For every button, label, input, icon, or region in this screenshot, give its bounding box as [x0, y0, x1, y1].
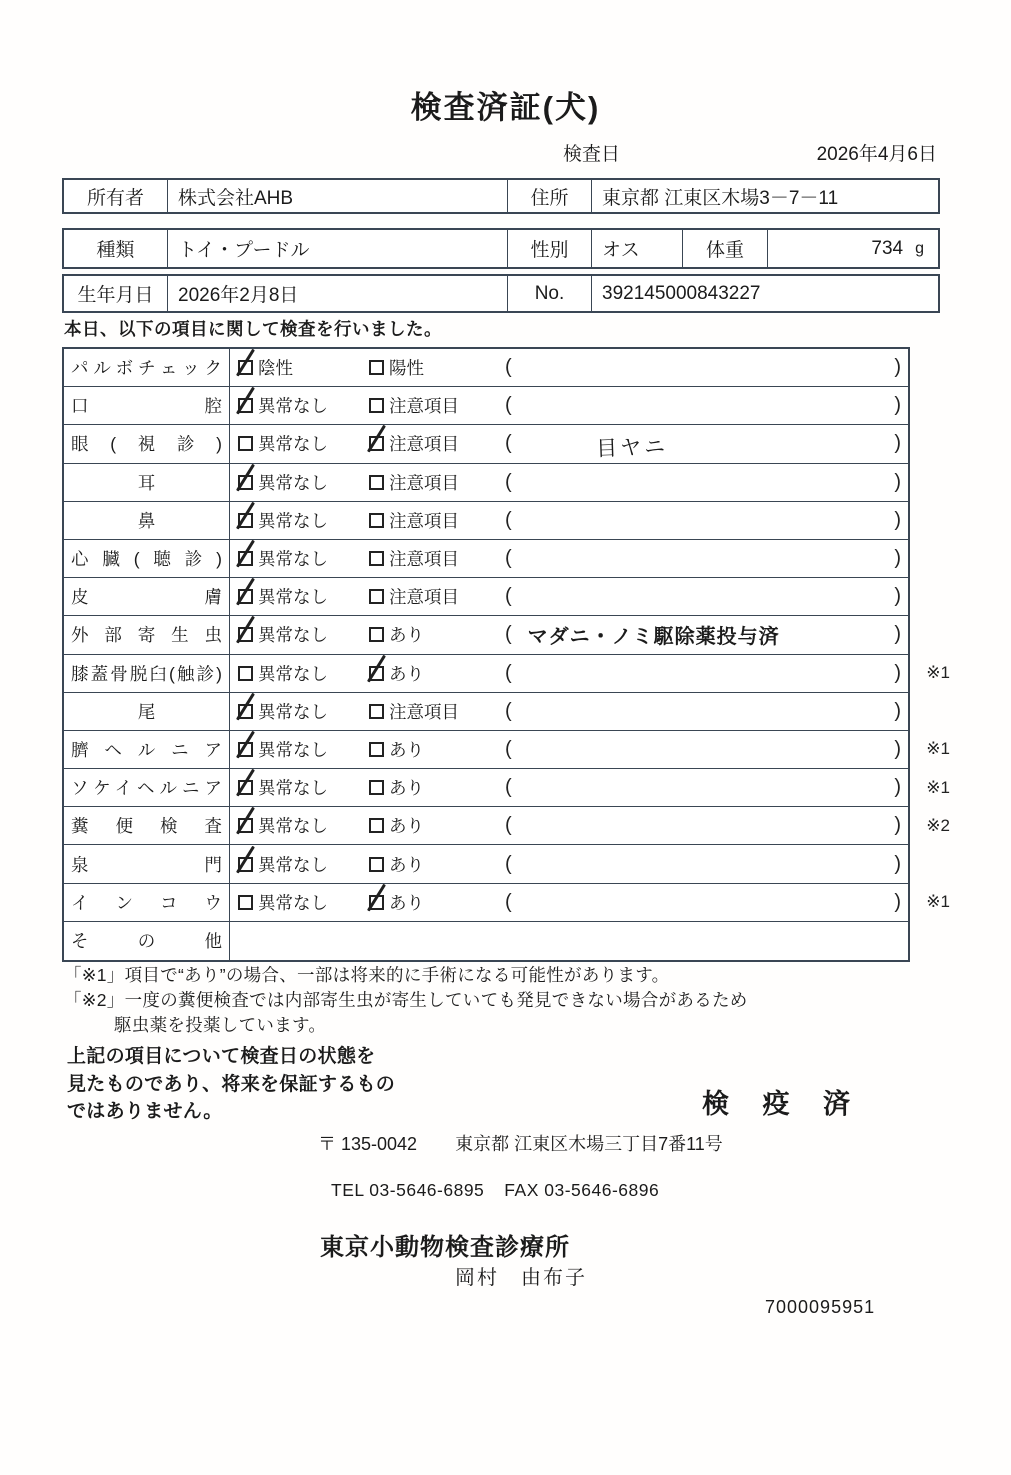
checklist-item-label-cell	[64, 616, 230, 653]
disclaimer-line-1: 上記の項目について検査日の状態を	[67, 1046, 376, 1067]
checklist-item-content	[230, 845, 908, 882]
open-paren: (	[505, 585, 512, 608]
checklist-item-content	[230, 655, 908, 692]
checklist-option	[238, 813, 369, 838]
checked-checkbox	[238, 780, 253, 795]
option-label: 陽性	[389, 358, 424, 379]
checklist-option	[369, 470, 505, 495]
breed-value: トイ・プードル	[167, 230, 507, 267]
checklist-item-label: その他	[71, 931, 222, 952]
checklist-item-content	[230, 693, 908, 730]
checked-checkbox	[238, 742, 253, 757]
checklist-option	[369, 355, 505, 380]
owner-label: 所有者	[86, 187, 144, 209]
checklist-row	[64, 807, 950, 845]
option-label: あり	[389, 778, 424, 799]
checklist-row	[64, 922, 908, 960]
unchecked-checkbox	[369, 818, 384, 833]
checklist-option	[369, 622, 505, 647]
checklist-row	[64, 387, 908, 425]
examiner-name: 岡村 由布子	[455, 1267, 587, 1289]
option-label: 異常なし	[258, 854, 328, 875]
weight-value: 734	[871, 237, 904, 259]
checklist-row	[64, 540, 908, 578]
open-paren: (	[505, 394, 512, 417]
checked-checkbox	[238, 360, 253, 375]
page-title: 検査済証(犬)	[410, 90, 601, 125]
checklist-option	[238, 661, 369, 686]
open-paren: (	[505, 623, 512, 646]
exam-date-value: 2026年4月6日	[816, 144, 937, 165]
open-paren: (	[505, 699, 512, 722]
checklist-item-label: 心臓(聴診)	[71, 549, 222, 570]
checklist-item-content	[230, 464, 908, 501]
checklist-item-label: 皮膚	[71, 587, 222, 608]
checklist-item-label: 口腔	[71, 396, 222, 417]
checklist-option	[238, 393, 369, 418]
footnote-1: 「※1」項目で“あり”の場合、一部は将来的に手術になる可能性があります。	[64, 965, 670, 985]
checked-checkbox	[238, 475, 253, 490]
checklist-row	[64, 616, 908, 654]
checked-checkbox	[238, 551, 253, 566]
checked-checkbox	[238, 513, 253, 528]
close-paren: )	[894, 547, 901, 570]
checklist-option	[238, 508, 369, 533]
unchecked-checkbox	[369, 704, 384, 719]
checklist-option	[369, 890, 505, 915]
checklist-item-content	[230, 349, 908, 386]
checklist-item-label: パルボチェック	[71, 358, 222, 379]
exam-date-row	[563, 139, 937, 166]
owner-value: 株式会社AHB	[167, 180, 507, 212]
checklist-option	[238, 737, 369, 762]
serial-number: 7000095951	[765, 1297, 876, 1317]
checklist-row	[64, 845, 908, 883]
close-paren: )	[894, 776, 901, 799]
checklist-item-label-cell	[64, 884, 230, 921]
check-mark	[236, 731, 255, 759]
checklist-row	[64, 502, 908, 540]
close-paren: )	[894, 585, 901, 608]
checklist-row	[64, 655, 950, 693]
checklist-option	[238, 584, 369, 609]
checklist-item-label: 膝蓋骨脱臼(触診)	[71, 663, 222, 684]
option-label: 注意項目	[389, 587, 459, 608]
option-label: 注意項目	[389, 472, 459, 493]
checklist-item-content	[230, 807, 908, 844]
check-mark	[236, 769, 255, 797]
check-mark	[367, 425, 386, 453]
disclaimer-line-2: 見たものであり、将来を保証するもの	[67, 1073, 396, 1095]
check-mark	[236, 845, 255, 873]
checklist-option	[238, 852, 369, 877]
exam-date-label: 検査日	[563, 144, 621, 165]
close-paren: )	[894, 356, 901, 379]
close-paren: )	[894, 623, 901, 646]
checklist-item-label-cell	[64, 502, 230, 539]
address-value: 東京都 江東区木場3－7－11	[591, 180, 938, 212]
unchecked-checkbox	[369, 360, 384, 375]
open-paren: (	[505, 547, 512, 570]
checklist-item-content	[230, 502, 908, 539]
checklist-row	[64, 464, 908, 502]
checklist-item-label-cell	[64, 731, 230, 768]
checklist-option	[369, 431, 505, 456]
checklist-item-label: ソケイヘルニア	[71, 778, 222, 799]
check-mark	[236, 807, 255, 835]
sex-label: 性別	[507, 230, 591, 267]
open-paren: (	[505, 470, 512, 493]
checklist-item-label: 耳	[137, 472, 156, 493]
open-paren: (	[505, 852, 512, 875]
checked-checkbox	[238, 398, 253, 413]
reference-mark: ※1	[926, 777, 950, 797]
option-label: あり	[389, 739, 424, 760]
check-mark	[367, 883, 386, 911]
fax-number: FAX 03-5646-6896	[504, 1180, 660, 1200]
open-paren: (	[505, 776, 512, 799]
unchecked-checkbox	[369, 398, 384, 413]
checklist-item-label: 尾	[137, 701, 156, 722]
checklist-item-label-cell	[64, 387, 230, 424]
checklist-item-label-cell	[64, 807, 230, 844]
checklist-rows	[64, 349, 950, 960]
checklist-item-content	[230, 425, 908, 462]
checklist-item-label-cell	[64, 693, 230, 730]
check-mark	[236, 349, 255, 377]
checklist-item-label-cell	[64, 425, 230, 462]
checked-checkbox	[369, 666, 384, 681]
checklist-item-label: 糞便検査	[71, 816, 222, 837]
option-label: 異常なし	[258, 549, 328, 570]
checklist-row	[64, 578, 908, 616]
sex-value: オス	[591, 230, 682, 267]
option-label: 注意項目	[389, 434, 459, 455]
weight-value-cell	[767, 230, 938, 267]
clinic-address	[318, 1130, 723, 1156]
checklist-item-label-cell	[64, 845, 230, 882]
checklist-item-label-cell	[64, 464, 230, 501]
option-label: 異常なし	[258, 778, 328, 799]
close-paren: )	[894, 508, 901, 531]
close-paren: )	[894, 661, 901, 684]
close-paren: )	[894, 394, 901, 417]
checklist-row	[64, 349, 908, 387]
checklist-option	[238, 890, 369, 915]
option-label: 陰性	[258, 358, 293, 379]
checklist-item-label-cell	[64, 578, 230, 615]
checklist-option	[369, 508, 505, 533]
open-paren: (	[505, 508, 512, 531]
checklist-item-label: インコウ	[71, 892, 222, 913]
number-value: 392145000843227	[591, 276, 938, 311]
birthdate-value: 2026年2月8日	[167, 276, 507, 311]
check-mark	[236, 387, 255, 415]
unchecked-checkbox	[369, 780, 384, 795]
breed-label: 種類	[96, 240, 135, 261]
open-paren: (	[505, 432, 512, 455]
checklist-item-label: 臍ヘルニア	[71, 739, 222, 760]
option-label: あり	[389, 892, 424, 913]
option-label: 注意項目	[389, 396, 459, 417]
checklist-item-label: 泉門	[71, 854, 222, 875]
option-label: 異常なし	[258, 510, 328, 531]
disclaimer-line-3: ではありません。	[67, 1101, 223, 1123]
checklist-row	[64, 425, 908, 463]
check-mark	[236, 463, 255, 491]
close-paren: )	[894, 814, 901, 837]
checklist-option	[369, 775, 505, 800]
option-label: 異常なし	[258, 587, 328, 608]
check-mark	[236, 502, 255, 530]
checklist-option	[238, 775, 369, 800]
checklist-item-label: 外部寄生虫	[71, 625, 222, 646]
checklist-item-content	[230, 731, 908, 768]
checklist-item-content	[230, 540, 908, 577]
checklist-item-content	[230, 387, 908, 424]
option-label: 異常なし	[258, 701, 328, 722]
weight-unit: g	[915, 239, 924, 257]
checklist-item-label-cell	[64, 922, 230, 960]
check-mark	[236, 578, 255, 606]
checklist-option	[238, 470, 369, 495]
checklist-option	[238, 622, 369, 647]
option-label: 注意項目	[389, 510, 459, 531]
handwritten-note: 目ヤニ	[595, 435, 669, 461]
checklist-row	[64, 693, 908, 731]
checklist-row	[64, 769, 950, 807]
unchecked-checkbox	[369, 857, 384, 872]
checklist-option	[238, 699, 369, 724]
checked-checkbox	[369, 895, 384, 910]
open-paren: (	[505, 661, 512, 684]
reference-mark: ※1	[926, 892, 950, 912]
option-label: あり	[389, 625, 424, 646]
checklist-item-content	[230, 922, 908, 960]
close-paren: )	[894, 699, 901, 722]
close-paren: )	[894, 852, 901, 875]
clinic-name: 東京小動物検査診療所	[320, 1234, 570, 1261]
checklist-option	[369, 584, 505, 609]
footnote-2-continued: 駆虫薬を投薬しています。	[114, 1014, 327, 1035]
checklist-item-content	[230, 616, 908, 653]
option-label: あり	[389, 663, 424, 684]
checklist-item-content	[230, 769, 908, 806]
checklist-table	[62, 347, 950, 962]
checklist-option	[238, 431, 369, 456]
street-address: 東京都 江東区木場三丁目7番11号	[455, 1134, 723, 1154]
check-mark	[236, 692, 255, 720]
contact-line	[331, 1180, 659, 1201]
reference-mark: ※2	[926, 815, 950, 835]
owner-table	[62, 178, 940, 214]
checklist-item-label-cell	[64, 769, 230, 806]
option-label: 異常なし	[258, 434, 328, 455]
unchecked-checkbox	[238, 895, 253, 910]
option-label: 異常なし	[258, 739, 328, 760]
option-label: あり	[389, 816, 424, 837]
weight-label: 体重	[682, 230, 767, 267]
address-label: 住所	[507, 180, 591, 212]
open-paren: (	[505, 890, 512, 913]
unchecked-checkbox	[369, 475, 384, 490]
checklist-item-content	[230, 578, 908, 615]
checklist-option	[369, 699, 505, 724]
quarantine-stamp: 検 疫 済	[702, 1089, 864, 1119]
reference-mark: ※1	[926, 739, 950, 759]
check-mark	[367, 654, 386, 682]
checklist-item-content	[230, 884, 908, 921]
unchecked-checkbox	[369, 551, 384, 566]
number-label: No.	[507, 276, 591, 311]
footnotes	[64, 963, 748, 1038]
option-label: 異常なし	[258, 625, 328, 646]
check-mark	[236, 540, 255, 568]
option-label: 異常なし	[258, 396, 328, 417]
breed-table	[62, 228, 940, 269]
intro-sentence: 本日、以下の項目に関して検査を行いました。	[64, 319, 442, 339]
checklist-item-label: 眼(視診)	[71, 434, 222, 455]
postal-code: 〒 135-0042	[318, 1134, 418, 1154]
checklist-item-label-cell	[64, 349, 230, 386]
checked-checkbox	[238, 589, 253, 604]
checklist-option	[369, 546, 505, 571]
open-paren: (	[505, 356, 512, 379]
checklist-row	[64, 884, 950, 922]
option-label: あり	[389, 854, 424, 875]
open-paren: (	[505, 814, 512, 837]
open-paren: (	[505, 737, 512, 760]
birth-table	[62, 274, 940, 313]
checked-checkbox	[238, 857, 253, 872]
close-paren: )	[894, 890, 901, 913]
checked-checkbox	[238, 627, 253, 642]
footnote-2: 「※2」一度の糞便検査では内部寄生虫が寄生していても発見できない場合があるため	[64, 989, 748, 1010]
checked-checkbox	[238, 818, 253, 833]
checklist-option	[369, 737, 505, 762]
checklist-option	[369, 393, 505, 418]
close-paren: )	[894, 737, 901, 760]
note-text: マダニ・ノミ駆除薬投与済	[527, 626, 780, 649]
disclaimer	[67, 1043, 395, 1126]
checklist-option	[369, 661, 505, 686]
checklist-option	[369, 852, 505, 877]
option-label: 異常なし	[258, 663, 328, 684]
checklist-option	[369, 813, 505, 838]
close-paren: )	[894, 470, 901, 493]
unchecked-checkbox	[369, 742, 384, 757]
checklist-row	[64, 731, 950, 769]
option-label: 異常なし	[258, 892, 328, 913]
check-mark	[236, 616, 255, 644]
unchecked-checkbox	[369, 627, 384, 642]
close-paren: )	[894, 432, 901, 455]
option-label: 注意項目	[389, 549, 459, 570]
reference-mark: ※1	[926, 663, 950, 683]
unchecked-checkbox	[369, 589, 384, 604]
checklist-option	[238, 546, 369, 571]
option-label: 注意項目	[389, 701, 459, 722]
checklist-item-label: 鼻	[137, 510, 156, 531]
unchecked-checkbox	[369, 513, 384, 528]
option-label: 異常なし	[258, 816, 328, 837]
checklist-item-label-cell	[64, 540, 230, 577]
checked-checkbox	[369, 436, 384, 451]
tel-number: TEL 03-5646-6895	[331, 1180, 485, 1200]
unchecked-checkbox	[238, 666, 253, 681]
checklist-option	[238, 355, 369, 380]
birthdate-label: 生年月日	[77, 285, 154, 306]
checklist-item-label-cell	[64, 655, 230, 692]
option-label: 異常なし	[258, 472, 328, 493]
checked-checkbox	[238, 704, 253, 719]
unchecked-checkbox	[238, 436, 253, 451]
